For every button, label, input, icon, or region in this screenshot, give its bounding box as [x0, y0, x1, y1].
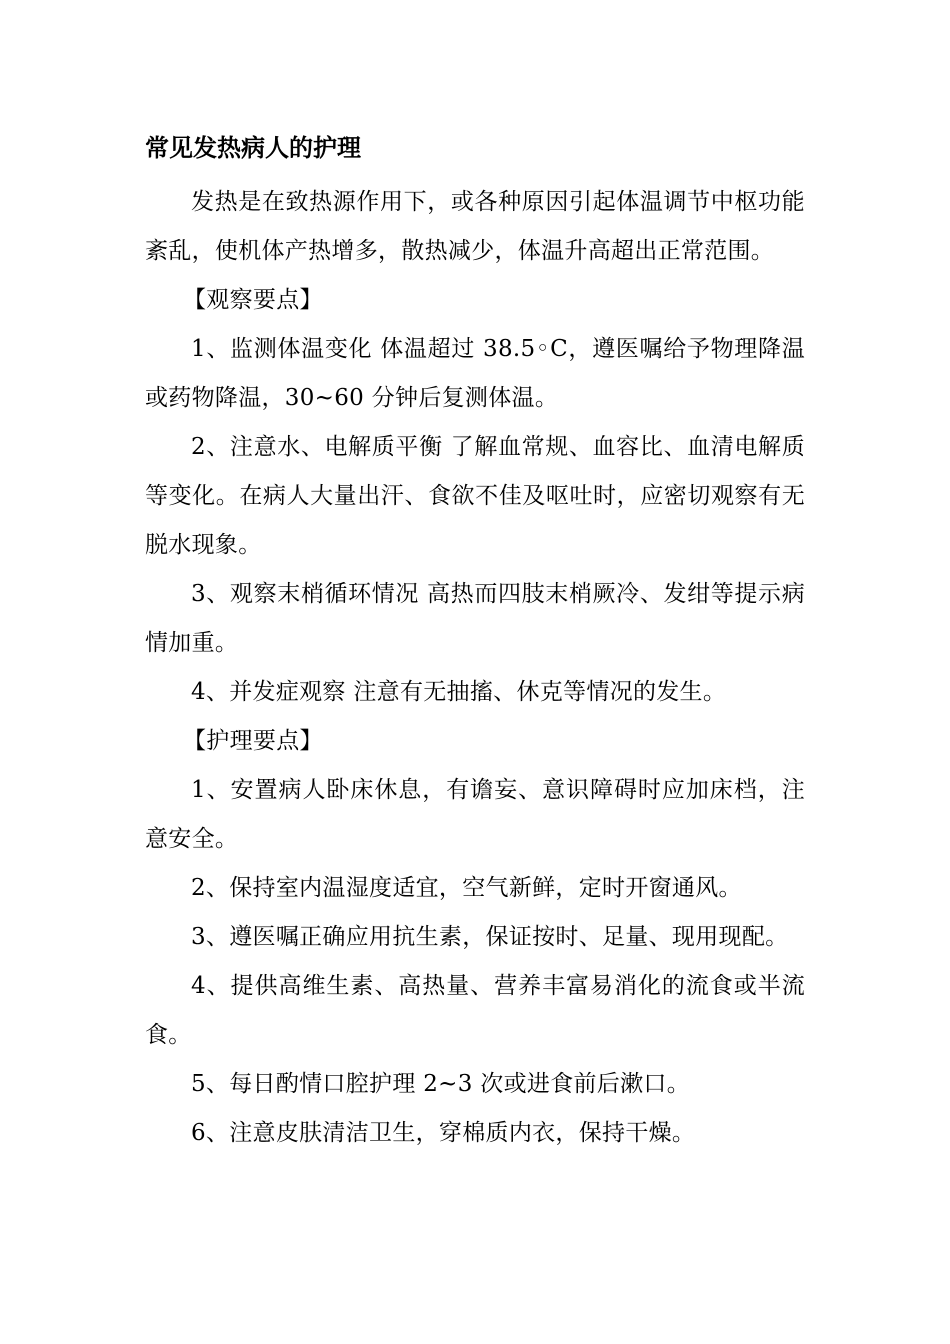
intro-paragraph: 发热是在致热源作用下，或各种原因引起体温调节中枢功能紊乱，使机体产热增多，散热减少，体温升高超出正常范围。: [145, 189, 805, 264]
nursing-item: 1、安置病人卧床休息，有谵妄、意识障碍时应加床档，注意安全。: [145, 777, 805, 852]
nursing-heading: 【护理要点】: [183, 728, 323, 754]
nursing-item: 4、提供高维生素、高热量、营养丰富易消化的流食或半流食。: [145, 973, 805, 1048]
nursing-item: 6、注意皮肤清洁卫生，穿棉质内衣，保持干燥。: [191, 1120, 696, 1146]
observation-item: 3、观察末梢循环情况 高热而四肢末梢厥冷、发绀等提示病情加重。: [145, 581, 805, 656]
observation-item: 2、注意水、电解质平衡 了解血常规、血容比、血清电解质等变化。在病人大量出汗、食欲不佳及呕吐时，应密切观察有无脱水现象。: [145, 434, 805, 558]
observation-item: 4、并发症观察 注意有无抽搐、休克等情况的发生。: [191, 679, 727, 705]
document-page: [145, 128, 805, 1158]
nursing-item: 3、遵医嘱正确应用抗生素，保证按时、足量、现用现配。: [191, 924, 789, 950]
nursing-item: 2、保持室内温湿度适宜，空气新鲜，定时开窗通风。: [191, 875, 742, 901]
document-title: 常见发热病人的护理: [145, 134, 361, 162]
observation-item: 1、监测体温变化 体温超过 38.5◦C，遵医嘱给予物理降温或药物降温，30~60 分钟后复测体温。: [145, 336, 805, 411]
nursing-item: 5、每日酌情口腔护理 2~3 次或进食前后漱口。: [191, 1071, 690, 1097]
observation-heading: 【观察要点】: [183, 287, 323, 313]
